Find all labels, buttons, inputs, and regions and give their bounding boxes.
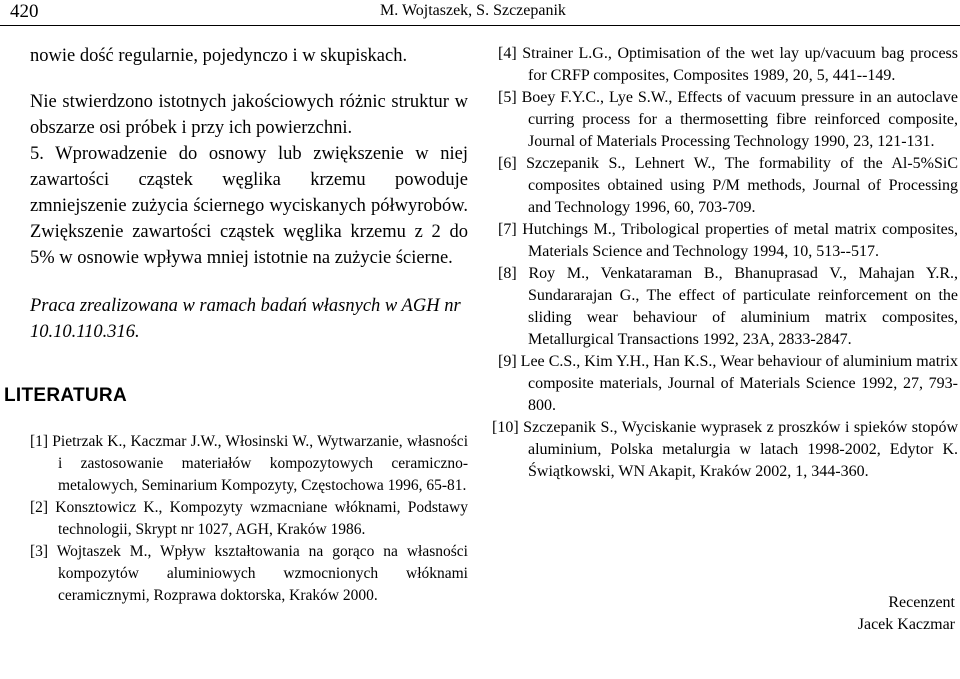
reviewer-name: Jacek Kaczmar	[857, 616, 955, 633]
reviewer-label: Recenzent	[888, 594, 955, 611]
paragraph-conclusion-5: 5. Wprowadzenie do osnowy lub zwiększenie w niej zawartości cząstek węglika krzemu powoduje zmniejszenie zużycia ściernego wyciskanych półwyrobów. Zwiększenie zawartości cząstek węglika krzemu z 2 do 5% w osnowie wpływa mniej istotnie na zużycie ścierne.	[30, 144, 468, 268]
paragraph-conclusion-4: Nie stwierdzono istotnych jakościowych różnic struktur w obszarze osi próbek i przy ich powierzchni.	[30, 92, 468, 138]
paragraph-continuation: nowie dość regularnie, pojedynczo i w skupiskach.	[30, 46, 408, 66]
references-list-right	[492, 43, 958, 483]
left-column	[4, 43, 468, 607]
reference-item: [7] Hutchings M., Tribological properties of metal matrix composites, Materials Science and Technology 1994, 10, 513--517.	[498, 221, 958, 260]
reference-item: [10] Szczepanik S., Wyciskanie wyprasek z proszków i spieków stopów aluminium, Polska metalurgia w latach 1998-2002, Edytor K. Świątkowski, WN Akapit, Kraków 2002, 1, 344-360.	[492, 419, 958, 480]
reference-item: [5] Boey F.Y.C., Lye S.W., Effects of vacuum pressure in an autoclave curring process for a thermosetting fibre reinforced composite, Journal of Materials Processing Technology 1990, 23, 121-131.	[498, 89, 958, 150]
right-column	[492, 43, 958, 483]
page-header	[0, 0, 960, 26]
reference-item: [8] Roy M., Venkataraman B., Bhanuprasad V., Mahajan Y.R., Sundararajan G., The effect of particulate reinforcement on the sliding wear behaviour of aluminium matrix composites, Metallurgical Transactions 1992, 23A, 2833-2847.	[498, 265, 958, 348]
references-heading: LITERATURA	[4, 385, 127, 406]
reviewer-block	[858, 592, 955, 636]
reference-item: [9] Lee C.S., Kim Y.H., Han K.S., Wear behaviour of aluminium matrix composite materials, Journal of Materials Science 1992, 27, 793-800.	[498, 353, 958, 414]
reference-item: [1] Pietrzak K., Kaczmar J.W., Włosinski W., Wytwarzanie, własności i zastosowanie materiałów kompozytowych ceramiczno-metalowych, Seminarium Kompozyty, Częstochowa 1996, 65-81.	[30, 433, 468, 494]
funding-note: Praca zrealizowana w ramach badań własnych w AGH nr 10.10.110.316.	[30, 296, 461, 342]
reference-item: [6] Szczepanik S., Lehnert W., The formability of the Al-5%SiC composites obtained using P/M methods, Journal of Processing and Technology 1996, 60, 703-709.	[498, 155, 958, 216]
reference-item: [3] Wojtaszek M., Wpływ kształtowania na gorąco na własności kompozytów aluminiowych wzmocnionych włóknami ceramicznymi, Rozprawa doktorska, Kraków 2000.	[30, 543, 468, 604]
references-list-left	[30, 431, 468, 607]
reference-item: [4] Strainer L.G., Optimisation of the wet lay up/vacuum bag process for CRFP composites, Composites 1989, 20, 5, 441--149.	[498, 45, 958, 84]
reference-item: [2] Konsztowicz K., Kompozyty wzmacniane włóknami, Podstawy technologii, Skrypt nr 1027, AGH, Kraków 1986.	[30, 499, 468, 538]
running-head: M. Wojtaszek, S. Szczepanik	[380, 2, 566, 19]
page-number: 420	[10, 1, 39, 22]
header-rule	[0, 25, 960, 26]
